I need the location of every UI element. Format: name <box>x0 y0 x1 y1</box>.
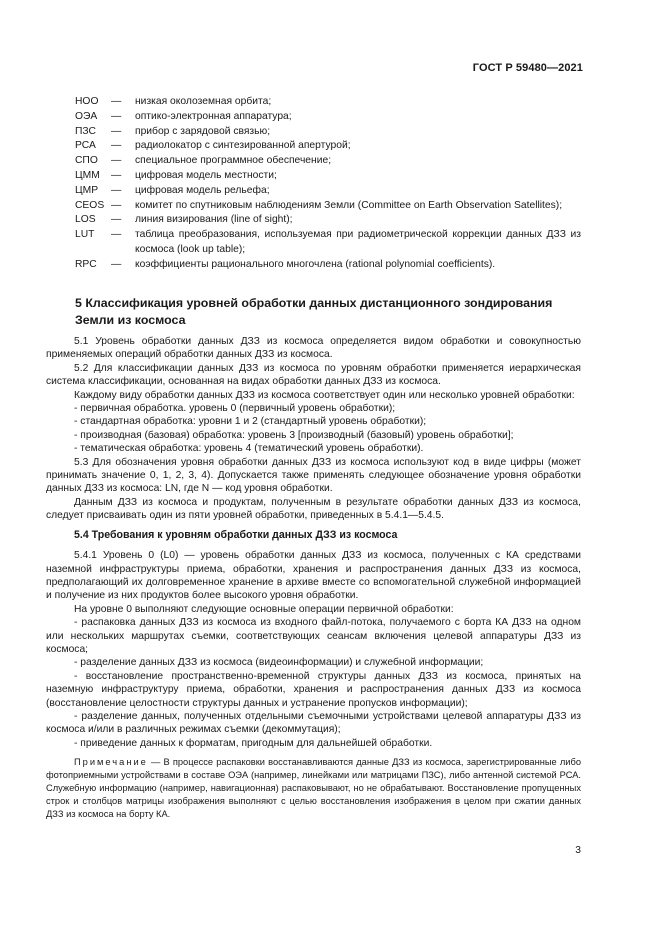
list-item: - производная (базовая) обработка: уровень 3 [производный (базовый) уровень обработки]; <box>74 429 514 441</box>
abbreviation-dash: — <box>111 229 122 241</box>
abbreviation-row <box>75 169 581 184</box>
abbreviation-row <box>75 184 581 199</box>
abbreviation-term: RPC <box>75 258 97 270</box>
abbreviation-row <box>75 154 581 169</box>
paragraph-5-2-levels: Каждому виду обработки данных ДЗЗ из космоса соответствует один или несколько уровней обработки: <box>74 389 575 401</box>
abbreviation-dash: — <box>111 96 122 107</box>
paragraph-5-2: 5.2 Для классификации данных ДЗЗ из космоса по уровням обработки применяется иерархическая система классификации, основанная на видах обработки данных ДЗЗ из космоса. <box>46 362 581 388</box>
abbreviation-term: ЦММ <box>75 169 100 181</box>
section-5-4-title: 5.4 Требования к уровням обработки данных ДЗЗ из космоса <box>74 528 398 541</box>
abbreviation-definition: коэффициенты рационального многочлена (rational polynomial coefficients). <box>135 258 496 270</box>
abbreviation-dash: — <box>111 125 122 137</box>
abbreviation-term: ЦМР <box>75 184 99 196</box>
processing-types-list <box>46 402 581 456</box>
abbreviation-term: LUT <box>75 229 95 241</box>
list-item: - разделение данных ДЗЗ из космоса (видеоинформации) и служебной информации; <box>74 657 484 669</box>
abbreviation-definition: низкая околоземная орбита; <box>135 96 272 107</box>
note-text: — В процессе распаковки восстанавливаются данные ДЗЗ из космоса, зарегистрированные либо фотоприемными устройствами в составе ОЭА (например, линейками или матрицами ПЗС), либо антенной системой РСА. Служебную информацию (например, навигационная) распаковывают, но не обрабатывают. Восстановление пропущенных строк и столбцов матрицы изображения выполняют с целью восстановления изображения в целом при сжатии данных ДЗЗ из космоса на борту КА. <box>46 757 581 819</box>
paragraph-5-4-1: 5.4.1 Уровень 0 (L0) — уровень обработки данных ДЗЗ из космоса, полученных с КА средствами наземной инфраструктуры приема, обработки, хранения и распространения данных ДЗЗ из космоса, предполагающий их долговременное хранение в архиве вместе со вспомогательной служебной информацией и получение из них продуктов более высокого уровня обработки. <box>46 550 581 602</box>
abbreviation-term: РСА <box>75 140 96 152</box>
abbreviation-dash: — <box>111 214 122 226</box>
abbreviation-dash: — <box>111 258 122 270</box>
abbreviation-dash: — <box>111 140 122 152</box>
section-5-title: 5 Классификация уровней обработки данных дистанционного зондирования Земли из космоса <box>75 296 553 327</box>
abbreviation-definition: линия визирования (line of sight); <box>135 214 293 226</box>
abbreviation-row <box>75 258 581 273</box>
page-number: 3 <box>575 845 581 856</box>
abbreviation-dash: — <box>111 199 122 211</box>
abbreviation-definition: прибор с зарядовой связью; <box>135 125 271 137</box>
paragraph-5-1: 5.1 Уровень обработки данных ДЗЗ из космоса определяется видом обработки и совокупностью применяемых операций обработки данных ДЗЗ из космоса. <box>46 336 581 361</box>
list-item: - разделение данных, полученных отдельными съемочными устройствами целевой аппаратуры ДЗЗ из космоса и/или в различных режимах съемки (декоммутация); <box>46 710 581 736</box>
abbreviation-term: LOS <box>75 214 96 226</box>
list-item: - приведение данных к форматам, пригодным для дальнейшей обработки. <box>74 737 433 749</box>
note <box>46 756 581 821</box>
abbreviation-definition: оптико-электронная аппаратура; <box>135 110 292 122</box>
list-item: - тематическая обработка: уровень 4 (тематический уровень обработки). <box>74 443 424 455</box>
abbreviation-term: НОО <box>75 96 99 107</box>
paragraph-level-0-ops: На уровне 0 выполняют следующие основные операции первичной обработки: <box>74 603 454 615</box>
abbreviation-term: СПО <box>75 155 98 167</box>
list-item: - распаковка данных ДЗЗ из космоса из входного файл-потока, получаемого с борта КА ДЗЗ на одном или нескольких маршрутах съемки, соответствующих сеансам включения целевой аппаратуры ДЗЗ из космоса; <box>46 617 581 655</box>
paragraph-5-3-levels: Данным ДЗЗ из космоса и продуктам, полученным в результате обработки данных ДЗЗ из космоса, следует присваивать один из пяти уровней обработки, приведенных в 5.4.1—5.4.5. <box>46 496 581 522</box>
abbreviation-dash: — <box>111 169 122 181</box>
abbreviation-row <box>75 125 581 140</box>
abbreviation-term: ОЭА <box>75 110 98 122</box>
list-item: - восстановление пространственно-временной структуры данных ДЗЗ из космоса, принятых на наземную инфраструктуру приема, обработки, хранения и распространения данных ДЗЗ из космоса (восстановление целостности структуры данных и устранение пропусков информации); <box>46 670 581 709</box>
document-body <box>46 335 581 821</box>
level-0-operations-list <box>46 616 581 750</box>
abbreviation-definition: цифровая модель рельефа; <box>135 184 270 196</box>
abbreviation-dash: — <box>111 155 122 167</box>
abbreviation-term: CEOS <box>75 199 105 211</box>
abbreviation-definition: цифровая модель местности; <box>135 169 277 181</box>
abbreviation-row <box>75 110 581 125</box>
list-item: - первичная обработка. уровень 0 (первичный уровень обработки); <box>74 403 396 415</box>
abbreviation-row <box>75 95 581 110</box>
abbreviation-term: ПЗС <box>75 125 96 137</box>
list-item: - стандартная обработка: уровни 1 и 2 (стандартный уровень обработки); <box>74 416 427 428</box>
abbreviation-row <box>75 213 581 228</box>
abbreviation-row <box>75 228 581 258</box>
note-label: Примечание <box>74 757 148 768</box>
abbreviation-row <box>75 139 581 154</box>
abbreviation-definition: радиолокатор с синтезированной апертурой; <box>135 140 351 152</box>
abbreviation-definition: специальное программное обеспечение; <box>135 155 332 167</box>
abbreviation-row <box>75 199 581 214</box>
abbreviation-dash: — <box>111 184 122 196</box>
paragraph-5-3: 5.3 Для обозначения уровня обработки данных ДЗЗ из космоса используют код в виде цифры (может принимать значение 0, 1, 2, 3, 4). Допускается также применять следующее обозначение уровня обработки данных ДЗЗ из космоса: LN, где N — код уровня обработки. <box>46 456 581 495</box>
document-header: ГОСТ Р 59480—2021 <box>472 62 583 74</box>
abbreviation-dash: — <box>111 110 122 122</box>
abbreviations-list <box>75 95 581 273</box>
abbreviation-definition: комитет по спутниковым наблюдениям Земли (Committee on Earth Observation Satellites); <box>135 199 563 211</box>
abbreviation-definition: таблица преобразования, используемая при радиометрической коррекции данных ДЗЗ из космоса (look up table); <box>135 229 581 255</box>
